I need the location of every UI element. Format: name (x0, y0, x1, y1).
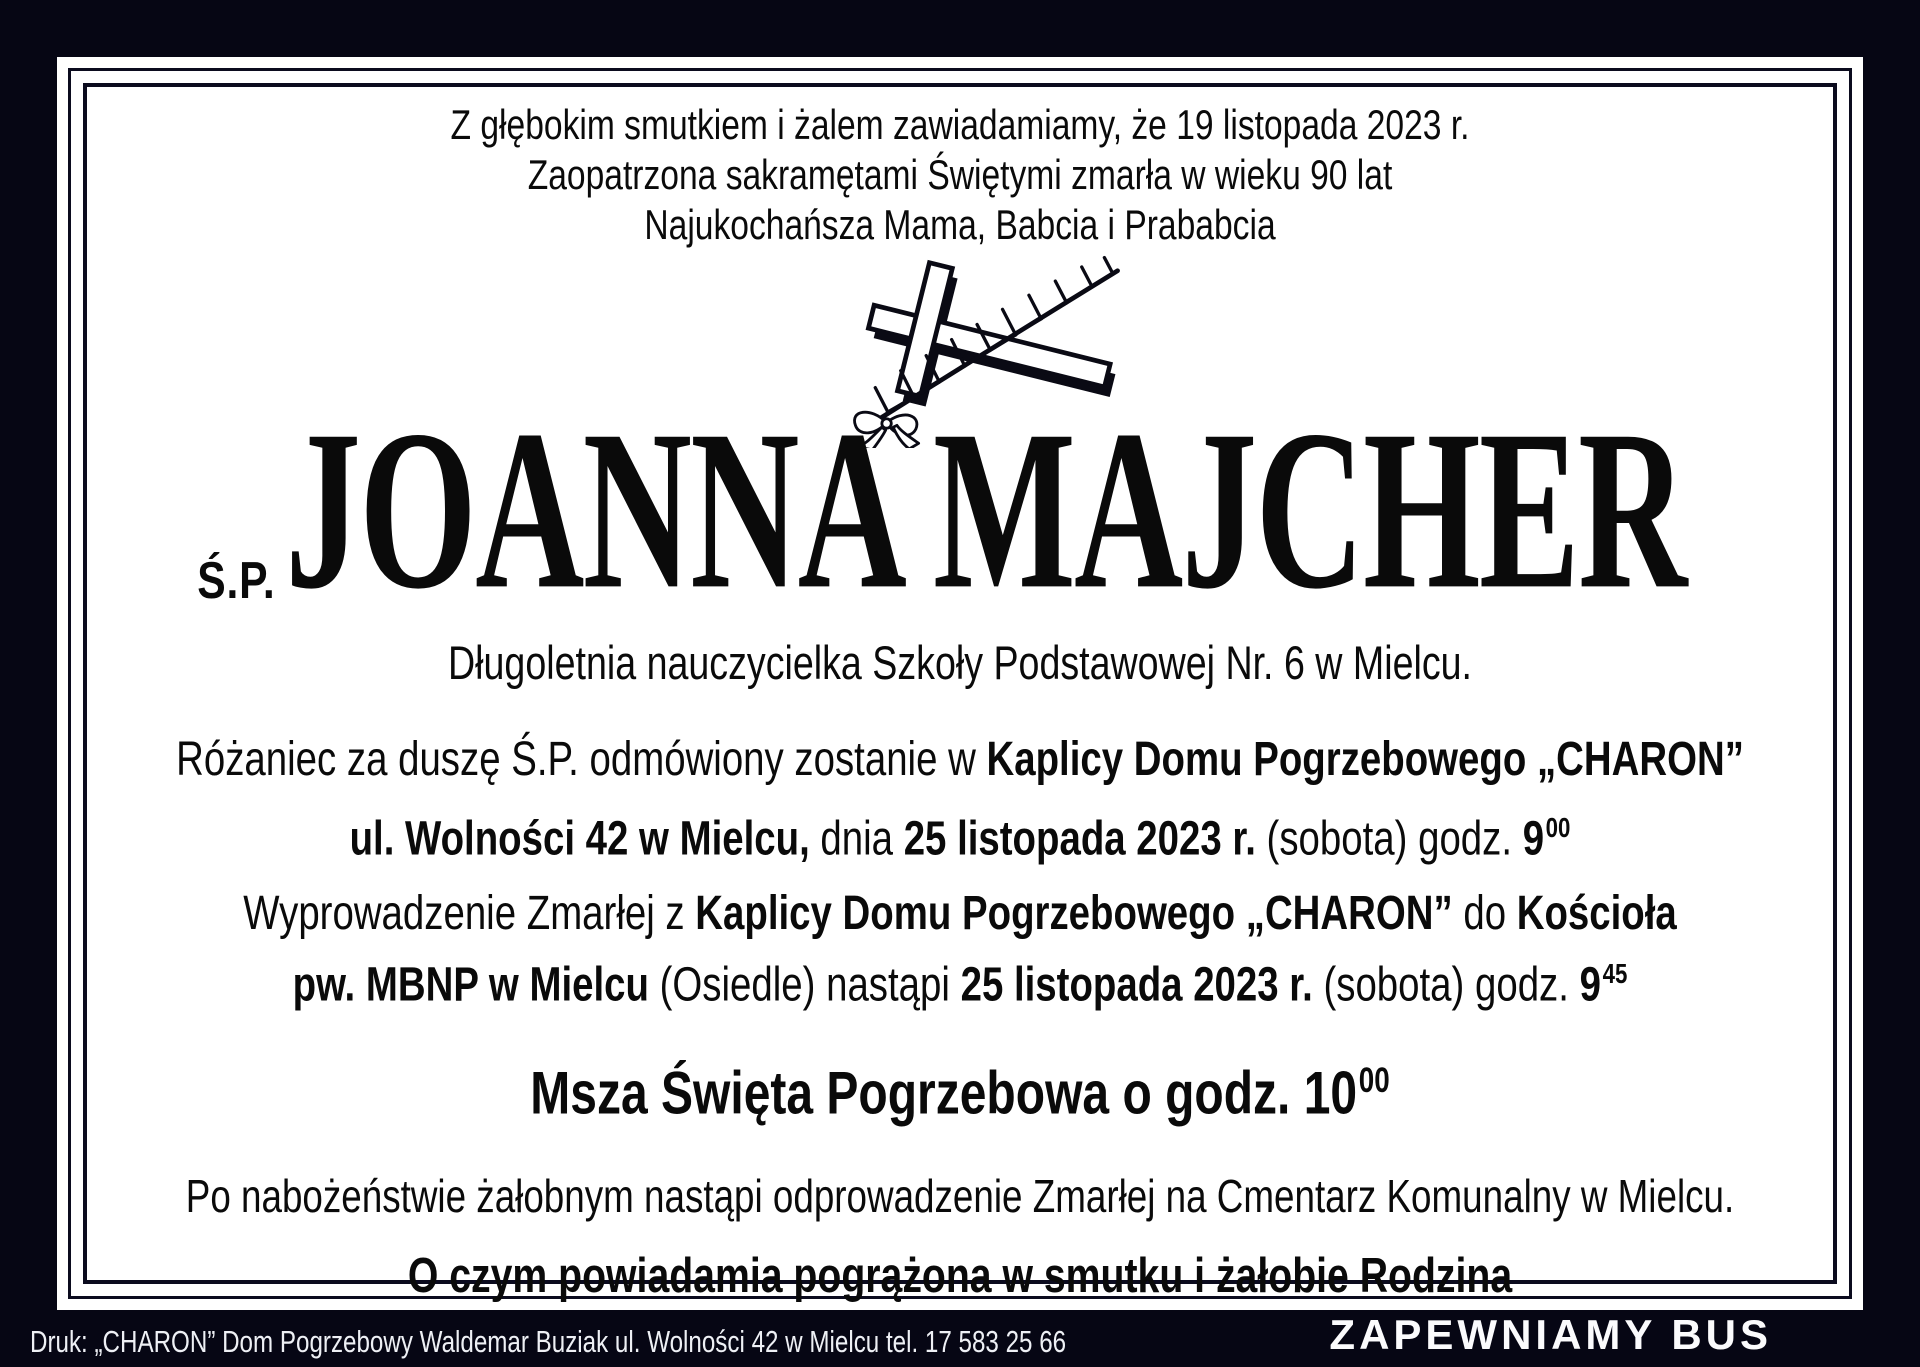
card-outer-frame (68, 68, 1852, 1304)
deceased-name (285, 383, 1740, 641)
intro-line-2: Zaopatrzona sakramętami Świętymi zmarła w wieku 90 lat (527, 151, 1393, 198)
mass-line: Msza Święta Pogrzebowa o godz. $10^{00}$ (530, 1059, 1390, 1127)
family-line: O czym powiadamia pogrążona w smutku i żałobie Rodzina (407, 1249, 1513, 1304)
deceased-name-row (87, 383, 1833, 641)
intro-line-3: Najukochańsza Mama, Babcia i Prababcia (644, 201, 1276, 248)
closing-line: Po nabożeństwie żałobnym nastąpi odprowadzenie Zmarłej na Cmentarz Komunalny w Mielcu. (185, 1170, 1735, 1223)
rosary-line-2: ul. Wolności 42 w Mielcu, dnia 25 listopada 2023 r. (sobota) godz. $9^{00}$ (349, 812, 1571, 866)
deceased-name-text: JOANNA MAJCHER (285, 383, 1686, 636)
bus-notice: ZAPEWNIAMY BUS (1329, 1311, 1772, 1358)
procession-line-2: pw. MBNP w Mielcu (Osiedle) nastąpi 25 listopada 2023 r. (sobota) godz. $9^{45}$ (292, 958, 1628, 1012)
honorific: Ś.P. (197, 552, 276, 610)
intro-line-1: Z głębokim smutkiem i żalem zawiadamiamy, że 19 listopada 2023 r. (450, 101, 1470, 148)
footer-band (0, 1310, 1920, 1367)
rosary-line-1: Różaniec za duszę Ś.P. odmówiony zostanie w Kaplicy Domu Pogrzebowego „CHARON” (176, 733, 1744, 786)
printer-info: Druk: „CHARON” Dom Pogrzebowy Waldemar Buziak ul. Wolności 42 w Mielcu tel. 17 583 25 66 (30, 1324, 1067, 1359)
card-inner-frame (83, 83, 1837, 1304)
deceased-subtitle: Długoletnia nauczycielka Szkoły Podstawowej Nr. 6 w Mielcu. (447, 636, 1473, 689)
procession-line-1: Wyprowadzenie Zmarłej z Kaplicy Domu Pogrzebowego „CHARON” do Kościoła (243, 887, 1677, 941)
announcement-card (57, 57, 1863, 1310)
